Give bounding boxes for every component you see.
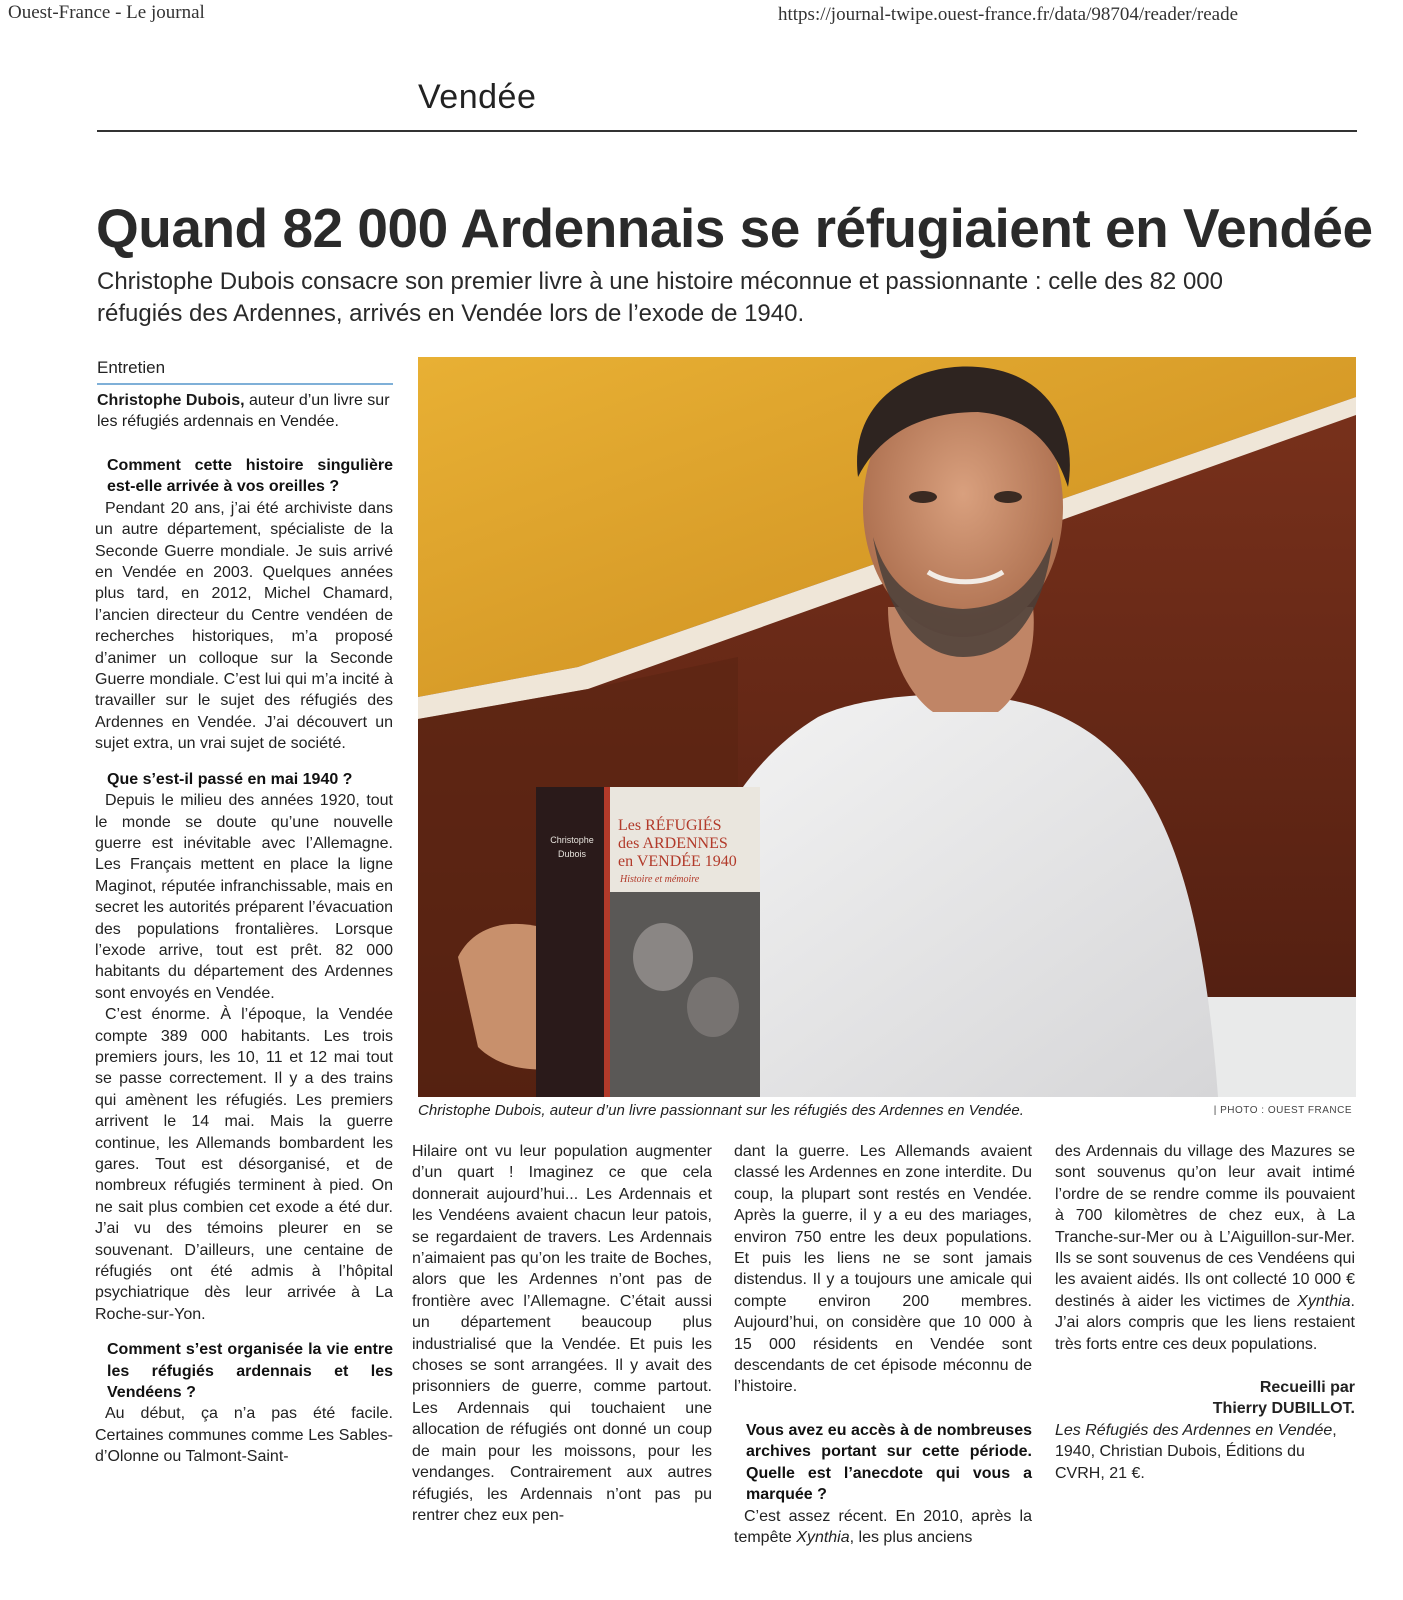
book-author-2: Dubois: [557, 849, 587, 859]
question-4: Vous avez eu accès à de nombreuses archives portant sur cette période. Quelle est l’anecdote qui vous a marquée ?: [746, 1421, 1032, 1504]
column-1: [95, 455, 393, 1468]
book-photo-figure: [633, 923, 693, 991]
kicker-divider: [97, 383, 393, 385]
window-title: Ouest-France - Le journal: [8, 2, 205, 23]
book-ref-title: Les Réfugiés des Ardennes en Vendée: [1055, 1421, 1333, 1439]
article-photo: [418, 357, 1356, 1097]
book-spine: [536, 787, 608, 1097]
answer-2-p2: C’est énorme. À l’époque, la Vendée compte 389 000 habitants. Les trois premiers jours, les 10, 11 et 12 mai tout se passe correctement. Il y a des trains qui amènent les réfugiés. Les premiers arrivent le 14 mai. Mais la guerre continue, les Allemands bombardent les gares. Tout est désorganisé, et de nombreux réfugiés terminent à pied. On ne sait plus combien cet exode a été dur. J’ai vu des témoins pleurer en se souvenant. D’ailleurs, une centaine de réfugiés ont été admis à l’hôpital psychiatrique dès leur arrivée à La Roche-sur-Yon.: [95, 1006, 393, 1323]
storm-name: Xynthia: [796, 1528, 850, 1546]
question-2: Que s’est-il passé en mai 1940 ?: [107, 770, 353, 788]
caption-text: Christophe Dubois, auteur d’un livre passionnant sur les réfugiés des Ardennes en Vendée.: [418, 1102, 1024, 1119]
interviewee-name: Christophe Dubois,: [97, 392, 245, 409]
book-photo-figure-2: [687, 977, 739, 1037]
column-2: [412, 1141, 712, 1526]
book-red-band: [604, 787, 610, 1097]
headline: Quand 82 000 Ardennais se réfugiaient en Vendée: [96, 197, 1373, 259]
book-photo: [610, 892, 760, 1097]
interviewee-desc: auteur d’un livre sur les réfugiés ardennais en Vendée.: [97, 392, 390, 430]
column-3: [734, 1141, 1032, 1548]
left-eye: [909, 491, 937, 503]
signature: [1055, 1377, 1355, 1420]
question-1: Comment cette histoire singulière est-elle arrivée à vos oreilles ?: [107, 457, 393, 496]
answer-3-start: Au début, ça n’a pas été facile. Certaines communes comme Les Sables-d’Olonne ou Talmont-Saint-: [95, 1405, 393, 1466]
answer-4-start: [734, 1506, 1032, 1549]
book-cover: [536, 787, 760, 1097]
right-eye: [994, 491, 1022, 503]
storm-name-2: Xynthia: [1297, 1292, 1351, 1310]
answer-1: Pendant 20 ans, j’ai été archiviste dans un autre département, spécialiste de la Seconde Guerre mondiale. Je suis arrivé en Vendée en 2003. Quelques années plus tard, en 2012, Michel Chamard, l’ancien directeur du Centre vendéen de recherches historiques, m’a proposé d’animer un colloque sur la Seconde Guerre mondiale. C’est lui qui m’a incité à travailler sur le sujet des réfugiés des Ardennes en Vendée. J’ai découvert un sujet extra, un vrai sujet de société.: [95, 499, 393, 753]
answer-2-p1: Depuis le milieu des années 1920, tout le monde se doute qu’une nouvelle guerre est inévitable avec l’Allemagne. Les Français mettent en place la ligne Maginot, réputée infranchissable, mais en secret les autorités préparent l’évacuation des populations frontalières. Lorsque l’exode arrive, tout est prêt. 82 000 habitants du département des Ardennes sont envoyés en Vendée.: [95, 792, 393, 1002]
book-author-1: Christophe: [550, 835, 594, 845]
book-subtitle: Histoire et mémoire: [620, 874, 700, 885]
book-ref-details: , 1940, Christian Dubois, Éditions du CVRH, 21 €.: [1055, 1421, 1337, 1482]
answer-4-pre: C’est assez récent. En 2010, après la tempête: [734, 1507, 1032, 1546]
url-text[interactable]: https://journal-twipe.ouest-france.fr/data/98704/reader/reade: [778, 4, 1239, 25]
photo-caption: [418, 1102, 1356, 1126]
answer-4-cont: [1055, 1141, 1355, 1355]
signature-line-2: Thierry DUBILLOT.: [1212, 1400, 1355, 1418]
kicker-label: Entretien: [97, 358, 166, 377]
standfirst: Christophe Dubois consacre son premier livre à une histoire méconnue et passionnante : celle des 82 000 réfugiés des Ardennes, arrivés en Vendée lors de l’exode de 1940.: [97, 268, 1223, 327]
answer-4-col4-post: . J’ai alors compris que les liens restaient très forts entre ces deux populations.: [1055, 1292, 1355, 1353]
book-title-3: en VENDÉE 1940: [618, 853, 737, 870]
answer-3-cont: Hilaire ont vu leur population augmenter d’un quart ! Imaginez ce que cela donnerait aujourd’hui... Les Ardennais et les Vendéens avaient chacun leur patois, se regardaient de travers. Les Ardennais n’aimaient pas qu’on les traite de Boches, alors que les Ardennes n’ont pas de frontière avec l’Allemagne. C’était aussi un département beaucoup plus industrialisé que la Vendée. Et puis les choses se sont arrangées. Il y avait des prisonniers de guerre, comme partout. Les Ardennais qui touchaient une allocation de réfugiés ont donné un coup de main pour les moissons, pour les vendanges. Contrairement aux autres réfugiés, les Ardennais n’ont pas pu rentrer chez eux pen-: [412, 1143, 712, 1524]
section-title: Vendée: [418, 78, 537, 116]
photo-illustration: [418, 357, 1356, 1097]
book-title-2: des ARDENNES: [618, 835, 728, 852]
signature-line-1: Recueilli par: [1259, 1379, 1355, 1397]
answer-4-col4-pre: des Ardennais du village des Mazures se sont souvenus qu’on leur avait intimé l’ordre de se rendre comme ils pouvaient à 700 kilomètres de chez eux, à La Tranche-sur-Mer ou à L’Aiguillon-sur-Mer. Ils se sont souvenus de ces Vendéens qui les avaient aidés. Ils ont collecté 10 000 € destinés à aider les victimes de: [1055, 1143, 1355, 1310]
answer-3-end: dant la guerre. Les Allemands avaient classé les Ardennes en zone interdite. Du coup, la plupart sont restés en Vendée. Après la guerre, il y a eu des mariages, environ 750 entre les deux populations. Et puis les liens ne se sont jamais distendus. Il y a toujours une amicale qui compte environ 200 membres. Aujourd’hui, on considère que 10 000 à 15 000 résidents en Vendée sont descendants de cet épisode méconnu de l’histoire.: [734, 1143, 1032, 1396]
answer-4-post: , les plus anciens: [849, 1528, 973, 1546]
book-title-1: Les RÉFUGIÉS: [618, 817, 722, 834]
book-reference: [1055, 1420, 1355, 1484]
photo-credit: | PHOTO : OUEST FRANCE: [1213, 1105, 1352, 1116]
interviewee-intro: [97, 390, 395, 432]
section-divider: [97, 130, 1357, 132]
question-3: Comment s’est organisée la vie entre les réfugiés ardennais et les Vendéens ?: [107, 1341, 393, 1402]
column-4: [1055, 1141, 1355, 1484]
browser-header: [8, 2, 1403, 28]
